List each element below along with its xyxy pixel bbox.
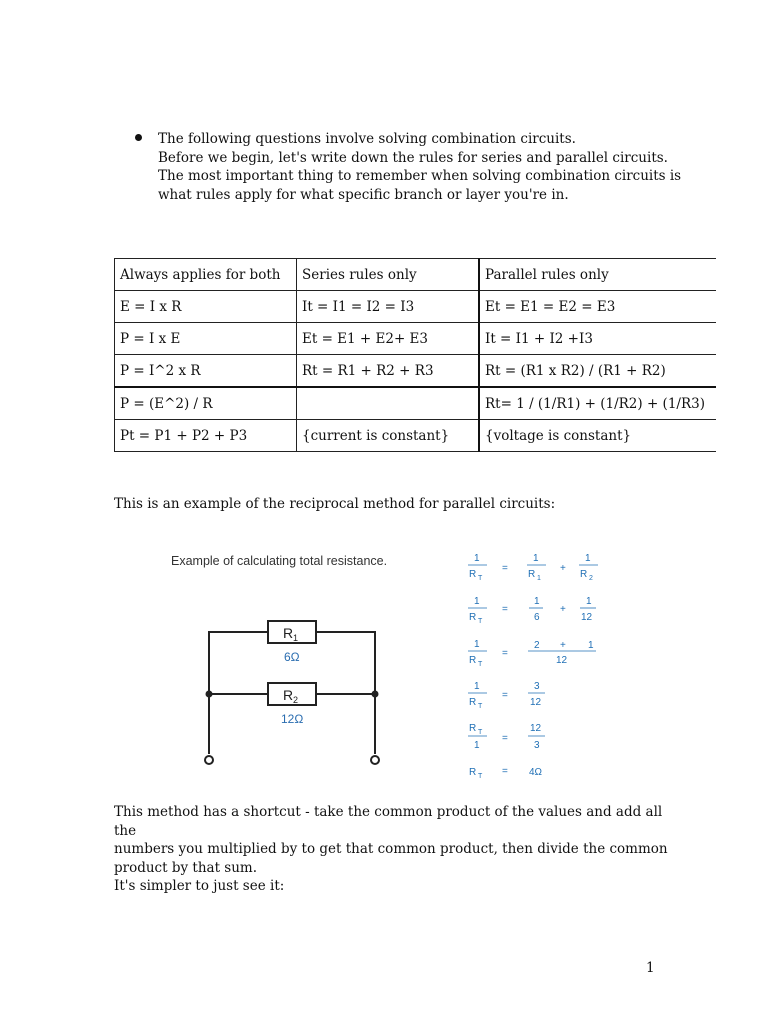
example-intro: This is an example of the reciprocal method for parallel circuits:: [114, 496, 556, 512]
eq-den: 3: [534, 740, 540, 751]
table-row: [115, 323, 717, 355]
r1-label: R: [283, 625, 294, 641]
table-row: [115, 291, 717, 323]
eq-num: 1: [586, 596, 592, 607]
eq-plus: +: [560, 604, 566, 615]
bullet-icon: [135, 134, 142, 141]
eq-den: R: [469, 612, 477, 623]
table-cell: Rt = (R1 x R2) / (R1 + R2): [479, 355, 716, 388]
reciprocal-equations: [468, 553, 598, 780]
r2-value: 12Ω: [281, 712, 304, 726]
table-cell: Rt = R1 + R2 + R3: [297, 355, 480, 388]
eq-equals: =: [502, 604, 508, 615]
table-cell: Rt= 1 / (1/R1) + (1/R2) + (1/R3): [479, 387, 716, 420]
intro-line: The following questions involve solving combination circuits.: [158, 131, 576, 147]
r1-subscript: 1: [293, 633, 299, 643]
eq-plus: +: [560, 563, 566, 574]
table-cell: P = I x E: [115, 323, 297, 355]
eq-num: 3: [534, 681, 540, 692]
eq-den: R: [528, 569, 536, 580]
table-header-row: [115, 259, 717, 291]
eq-plus: +: [560, 640, 566, 651]
eq-equals: =: [502, 733, 508, 744]
eq-den-sub: T: [478, 703, 483, 710]
eq-den: 12: [581, 612, 593, 623]
figure-svg: [160, 540, 620, 790]
eq-result: 4Ω: [529, 767, 543, 778]
table-header-cell: Parallel rules only: [479, 259, 716, 291]
left-terminal: [205, 756, 213, 764]
right-junction: [372, 691, 379, 698]
eq-equals: =: [502, 563, 508, 574]
eq-equals: =: [502, 766, 508, 777]
table-cell: Pt = P1 + P2 + P3: [115, 420, 297, 452]
intro-line: Before we begin, let's write down the rules for series and parallel circuits.: [158, 149, 668, 166]
shortcut-line: product by that sum.: [114, 859, 257, 876]
eq-num: 1: [474, 596, 480, 607]
eq-den: R: [469, 655, 477, 666]
eq-den-sub: T: [478, 661, 483, 668]
shortcut-line: This method has a shortcut - take the common product of the values and add all the: [114, 804, 663, 839]
shortcut-line: It's simpler to just see it:: [114, 878, 285, 894]
table-row: [115, 420, 717, 452]
eq-num: 1: [588, 640, 594, 651]
eq-den-sub: T: [478, 618, 483, 625]
table-cell: P = I^2 x R: [115, 355, 297, 388]
eq-lhs-sub: T: [478, 773, 483, 780]
table-cell: Et = E1 = E2 = E3: [479, 291, 716, 323]
intro-text: [158, 130, 695, 204]
table-header-cell: Series rules only: [297, 259, 480, 291]
table-row: [115, 355, 717, 388]
eq-den: 12: [530, 697, 542, 708]
figure-caption: Example of calculating total resistance.: [171, 554, 388, 568]
table-cell: [297, 387, 480, 420]
eq-num: 1: [474, 553, 480, 564]
eq-den-sub: 2: [589, 575, 593, 582]
r1-value: 6Ω: [284, 650, 300, 664]
eq-num: 1: [533, 553, 539, 564]
eq-lhs: R: [469, 767, 477, 778]
table-cell: Et = E1 + E2+ E3: [297, 323, 480, 355]
table-cell: P = (E^2) / R: [115, 387, 297, 420]
eq-den-sub: T: [478, 575, 483, 582]
eq-den: R: [580, 569, 588, 580]
equation-row: [468, 723, 545, 751]
table-header-cell: Always applies for both: [115, 259, 297, 291]
r2-subscript: 2: [293, 695, 299, 705]
rules-table: [114, 258, 716, 452]
parallel-circuit-figure: [160, 540, 620, 790]
equation-row: [468, 639, 596, 668]
eq-equals: =: [502, 648, 508, 659]
eq-num: 1: [474, 681, 480, 692]
table-cell: E = I x R: [115, 291, 297, 323]
eq-num: 12: [530, 723, 542, 734]
eq-den: R: [469, 569, 477, 580]
equation-row: [468, 553, 598, 582]
right-terminal: [371, 756, 379, 764]
eq-num: R: [469, 723, 477, 734]
intro-line: The most important thing to remember when solving combination circuits is: [158, 168, 682, 184]
table-row: [115, 387, 717, 420]
eq-num: 1: [534, 596, 540, 607]
intro-bullet: [135, 130, 695, 204]
eq-equals: =: [502, 690, 508, 701]
table-cell: {current is constant}: [297, 420, 480, 452]
r2-label: R: [283, 687, 294, 703]
equation-row: [468, 596, 596, 625]
table-cell: It = I1 + I2 +I3: [479, 323, 716, 355]
equation-row: [469, 766, 543, 780]
table-cell: It = I1 = I2 = I3: [297, 291, 480, 323]
eq-den: R: [469, 697, 477, 708]
eq-den: 12: [556, 655, 568, 666]
equation-row: [468, 681, 545, 710]
eq-num: 1: [474, 639, 480, 650]
table-cell: {voltage is constant}: [479, 420, 716, 452]
eq-den-sub: 1: [537, 575, 541, 582]
page-number: 1: [646, 960, 655, 976]
shortcut-line: numbers you multiplied by to get that common product, then divide the common: [114, 841, 668, 857]
eq-den: 1: [474, 740, 480, 751]
left-junction: [206, 691, 213, 698]
eq-num: 2: [534, 640, 540, 651]
eq-num: 1: [585, 553, 591, 564]
intro-line: what rules apply for what specific branch or layer you're in.: [158, 186, 569, 203]
eq-num-sub: T: [478, 729, 483, 736]
shortcut-paragraph: [114, 803, 674, 896]
eq-den: 6: [534, 612, 540, 623]
